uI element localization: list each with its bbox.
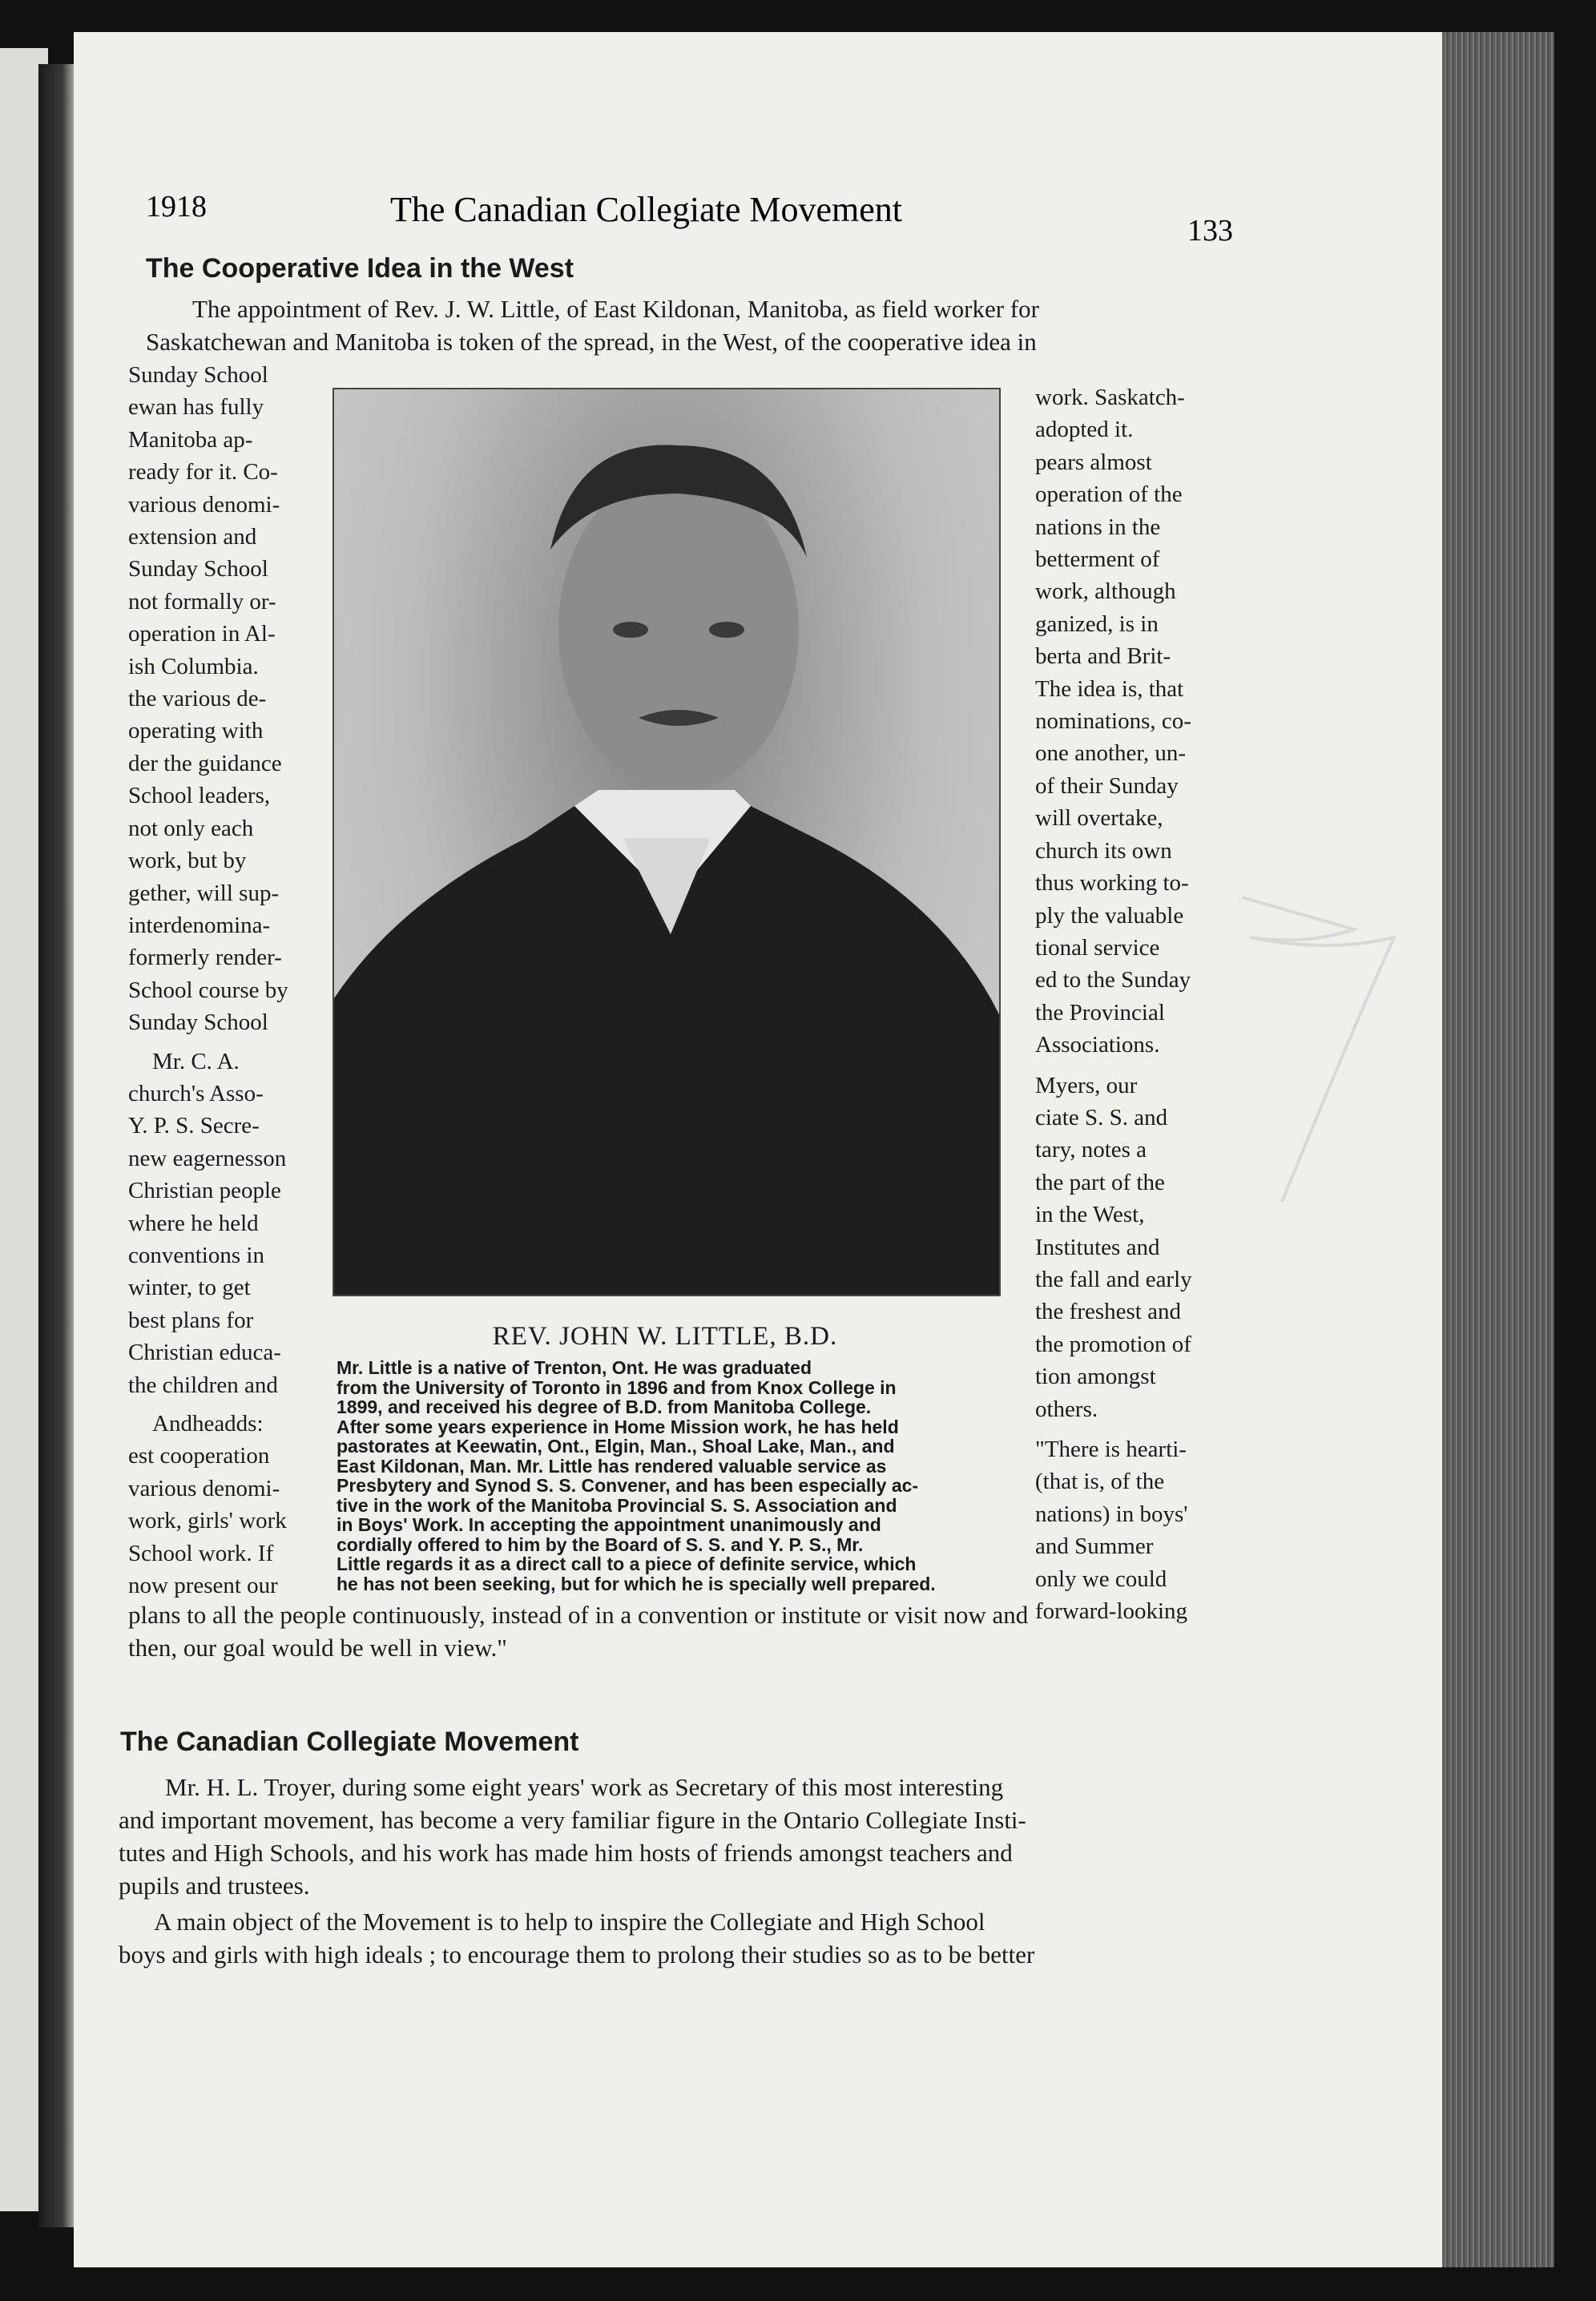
closing-line: plans to all the people continuously, instead of in a convention or institute or visit now and	[128, 1601, 1029, 1629]
right-column-line: of their Sunday	[1035, 772, 1179, 799]
collegiate-paragraph-2	[119, 1905, 1034, 1971]
left-column-line: School leaders,	[128, 783, 271, 809]
right-column-line: the freshest and	[1035, 1299, 1181, 1325]
closing-line: then, our goal would be well in view."	[128, 1634, 507, 1662]
intro-line: The appointment of Rev. J. W. Little, of East Kildonan, Manitoba, as field worker for	[192, 295, 1039, 323]
left-column-line: ewan has fully	[128, 394, 264, 421]
caption-line: pastorates at Keewatin, Ont., Elgin, Man., Shoal Lake, Man., and	[337, 1436, 895, 1457]
right-column-line: the promotion of	[1035, 1331, 1191, 1357]
left-column-line: various denomi-	[128, 1475, 280, 1501]
left-column-line: operating with	[128, 718, 264, 744]
caption-line: Mr. Little is a native of Trenton, Ont. He was graduated	[337, 1357, 812, 1378]
paragraph-line: A main object of the Movement is to help to inspire the Collegiate and High School	[154, 1908, 985, 1936]
right-column-text	[1035, 381, 1192, 1627]
right-column-line: operation of the	[1035, 482, 1183, 508]
left-column-line: ish Columbia.	[128, 653, 259, 679]
right-column-line: and Summer	[1035, 1533, 1154, 1560]
left-column-line: various denomi-	[128, 491, 280, 518]
left-column-line: church's Asso-	[128, 1080, 264, 1106]
right-column-line: pears almost	[1035, 449, 1152, 475]
left-column-line: work, but by	[128, 848, 247, 874]
section-heading-collegiate-movement: The Canadian Collegiate Movement	[120, 1727, 579, 1757]
left-column-line: Christian educa-	[128, 1340, 281, 1366]
right-column-line: ciate S. S. and	[1035, 1104, 1168, 1130]
running-head-title: The Canadian Collegiate Movement	[390, 190, 903, 229]
closing-paragraph	[128, 1598, 1028, 1664]
caption-line: Presbytery and Synod S. S. Convener, and has been especially ac-	[337, 1475, 919, 1496]
left-column-line: Sunday School	[128, 556, 268, 582]
right-column-line: church its own	[1035, 837, 1172, 864]
collegiate-paragraph-1	[119, 1771, 1026, 1902]
intro-line: Saskatchewan and Manitoba is token of the spread, in the West, of the cooperative idea in	[146, 328, 1037, 356]
left-column-line: est cooperation	[128, 1443, 270, 1469]
right-column-line: adopted it.	[1035, 417, 1134, 443]
left-column-line: work, girls' work	[128, 1508, 287, 1534]
left-column-line: ready for it. Co-	[128, 459, 278, 486]
left-column-line: gether, will sup-	[128, 880, 280, 906]
right-column-line: The idea is, that	[1035, 675, 1184, 702]
caption-line: Little regards it as a direct call to a piece of definite service, which	[337, 1553, 917, 1574]
right-column-line: others.	[1035, 1396, 1098, 1422]
left-column-line: the various de-	[128, 686, 267, 712]
paragraph-line: boys and girls with high ideals ; to encourage them to prolong their studies so as to be better	[119, 1940, 1035, 1969]
right-column-line: the part of the	[1035, 1169, 1165, 1195]
left-column-line: best plans for	[128, 1307, 254, 1333]
portrait-photo	[332, 388, 1001, 1296]
right-column-line: work, although	[1035, 578, 1176, 605]
portrait-illustration	[334, 389, 999, 1295]
right-column-line: nominations, co-	[1035, 708, 1191, 735]
left-column-line: Sunday School	[128, 1009, 268, 1036]
intro-paragraph	[146, 292, 1039, 358]
left-column-line: extension and	[128, 524, 257, 550]
running-head-year: 1918	[146, 190, 207, 224]
right-column-line: only we could	[1035, 1566, 1167, 1592]
left-column-line: der the guidance	[128, 750, 282, 776]
caption-line: from the University of Toronto in 1896 and from Knox College in	[337, 1376, 897, 1398]
right-column-line: the fall and early	[1035, 1266, 1192, 1292]
right-column-line: ganized, is in	[1035, 611, 1159, 637]
caption-line: East Kildonan, Man. Mr. Little has rendered valuable service as	[337, 1455, 887, 1477]
left-column-line: Mr. C. A.	[152, 1048, 240, 1074]
right-column-line: one another, un-	[1035, 740, 1187, 767]
right-column-line: in the West,	[1035, 1202, 1145, 1228]
right-column-line: the Provincial	[1035, 999, 1165, 1026]
left-column-line: conventions in	[128, 1242, 264, 1268]
left-column-line: winter, to get	[128, 1275, 251, 1301]
caption-line: After some years experience in Home Mission work, he has held	[337, 1416, 899, 1437]
photo-caption	[337, 1358, 993, 1594]
photo-caption-title: REV. JOHN W. LITTLE, B.D.	[492, 1322, 838, 1351]
paragraph-line: Mr. H. L. Troyer, during some eight years' work as Secretary of this most interesting	[165, 1773, 1004, 1801]
left-column-line: Christian people	[128, 1178, 281, 1204]
left-column-line: Sunday School	[128, 362, 268, 388]
left-column-line: formerly render-	[128, 945, 282, 971]
right-column-line: work. Saskatch-	[1035, 385, 1185, 410]
caption-line: in Boys' Work. In accepting the appointment unanimously and	[337, 1514, 881, 1535]
right-column-line: forward-looking	[1035, 1598, 1188, 1625]
right-column-line: tional service	[1035, 934, 1160, 961]
left-column-line: School work. If	[128, 1540, 274, 1566]
right-column-line: betterment of	[1035, 546, 1160, 573]
right-column-line: Myers, our	[1035, 1072, 1138, 1098]
right-column-line: will overtake,	[1035, 805, 1163, 832]
pencil-annotation-mark	[1234, 881, 1410, 1218]
right-column-line: "There is hearti-	[1035, 1437, 1187, 1462]
right-column-line: berta and Brit-	[1035, 643, 1171, 670]
right-column-line: ed to the Sunday	[1035, 967, 1191, 993]
left-column-line: not only each	[128, 815, 254, 841]
left-column-line: interdenomina-	[128, 912, 271, 938]
paragraph-line: tutes and High Schools, and his work has made him hosts of friends amongst teachers and	[119, 1839, 1013, 1867]
right-column-line: ply the valuable	[1035, 902, 1184, 929]
right-column-line: tion amongst	[1035, 1364, 1156, 1390]
left-column-line: Andheadds:	[152, 1411, 264, 1437]
caption-line: 1899, and received his degree of B.D. from Manitoba College.	[337, 1396, 872, 1417]
left-column-line: the children and	[128, 1372, 278, 1398]
caption-line: he has not been seeking, but for which he is specially well prepared.	[337, 1573, 936, 1594]
right-column-line: (that is, of the	[1035, 1469, 1165, 1495]
section-heading-cooperative-idea: The Cooperative Idea in the West	[146, 253, 574, 284]
caption-line: tive in the work of the Manitoba Provincial S. S. Association and	[337, 1494, 897, 1516]
left-column-line: now present our	[128, 1573, 278, 1599]
left-column-text	[128, 359, 288, 1602]
page-block-edge	[1442, 32, 1554, 2267]
paragraph-line: pupils and trustees.	[119, 1872, 310, 1900]
running-head	[146, 189, 1235, 248]
left-column-line: not formally or-	[128, 588, 276, 615]
book-gutter	[38, 64, 79, 2227]
left-column-line: operation in Al-	[128, 621, 276, 647]
paragraph-line: and important movement, has become a very familiar figure in the Ontario Collegiate Insti-	[119, 1806, 1026, 1834]
left-column-line: School course by	[128, 977, 288, 1003]
right-column-line: thus working to-	[1035, 870, 1189, 897]
right-column-line: nations) in boys'	[1035, 1501, 1188, 1527]
right-column-line: Institutes and	[1035, 1234, 1160, 1260]
page-number: 133	[1187, 214, 1233, 248]
left-column-line: Y. P. S. Secre-	[128, 1113, 260, 1139]
left-column-line: Manitoba ap-	[128, 426, 253, 453]
left-column-line: new eagernesson	[128, 1145, 287, 1171]
right-column-line: Associations.	[1035, 1032, 1160, 1058]
right-column-line: tary, notes a	[1035, 1137, 1147, 1163]
left-column-line: where he held	[128, 1210, 259, 1236]
caption-line: cordially offered to him by the Board of S. S. and Y. P. S., Mr.	[337, 1533, 864, 1555]
right-column-line: nations in the	[1035, 514, 1161, 540]
